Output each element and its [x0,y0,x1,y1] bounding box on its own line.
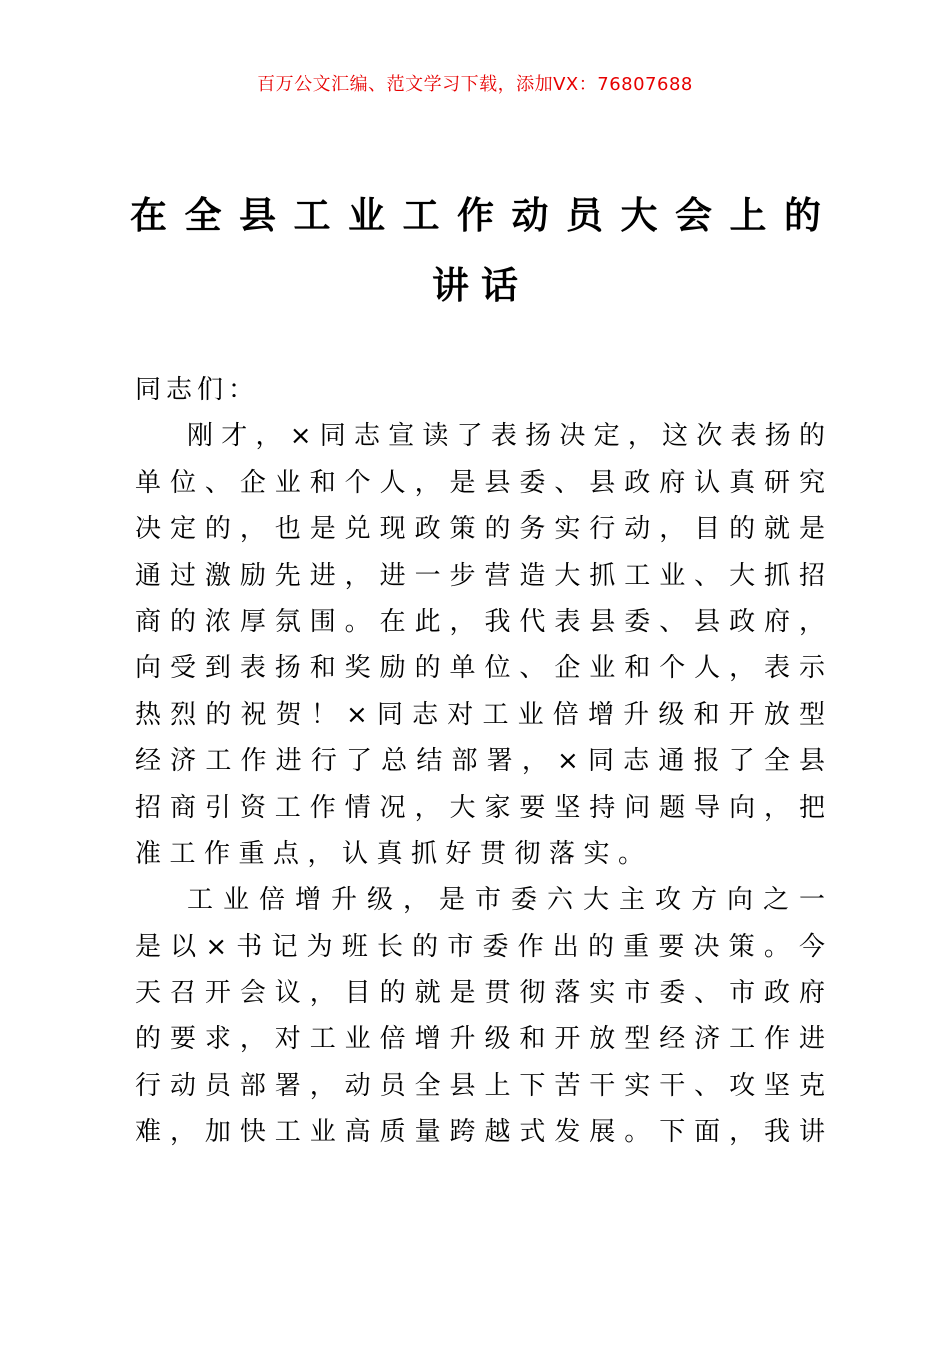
document-body [135,367,825,1156]
salutation: 同志们： [135,375,260,405]
paragraph-line: 通过激励先进，进一步营造大抓工业、大抓招 [135,560,825,591]
paragraph-line: 经济工作进行了总结部署，×同志通报了全县 [135,746,825,777]
paragraph-line: 的要求，对工业倍增升级和开放型经济工作进 [135,1024,825,1055]
paragraph-line: 商的浓厚氛围。在此，我代表县委、县政府， [135,606,825,637]
paragraph-line: 向受到表扬和奖励的单位、企业和个人，表示 [135,653,825,684]
paragraph-1 [135,413,825,877]
paragraph-line: 行动员部署，动员全县上下苦干实干、攻坚克 [135,1070,825,1101]
paragraph-line: 单位、企业和个人，是县委、县政府认真研究 [135,467,825,498]
paragraph-line: 是以×书记为班长的市委作出的重要决策。今 [135,931,825,962]
header-watermark-note: 百万公文汇编、范文学习下载，添加VX：76807688 [257,74,693,95]
paragraph-line: 决定的，也是兑现政策的务实行动，目的就是 [135,514,825,545]
paragraph-line: 准工作重点，认真抓好贯彻落实。 [135,838,653,869]
title-line-2: 讲话 [432,264,530,307]
document-title [130,192,839,332]
paragraph-line: 招商引资工作情况，大家要坚持问题导向，把 [135,792,825,823]
paragraph-line: 天召开会议，目的就是贯彻落实市委、市政府 [135,978,825,1009]
paragraph-line: 热烈的祝贺！×同志对工业倍增升级和开放型 [135,699,825,730]
paragraph-line: 刚才，×同志宣读了表扬决定，这次表扬的 [187,421,825,452]
paragraph-line: 工业倍增升级，是市委六大主攻方向之一 [187,885,825,916]
paragraph-2 [135,877,825,1155]
paragraph-line: 难，加快工业高质量跨越式发展。下面，我讲 [135,1117,825,1148]
title-line-1: 在全县工业工作动员大会上的 [130,194,839,237]
